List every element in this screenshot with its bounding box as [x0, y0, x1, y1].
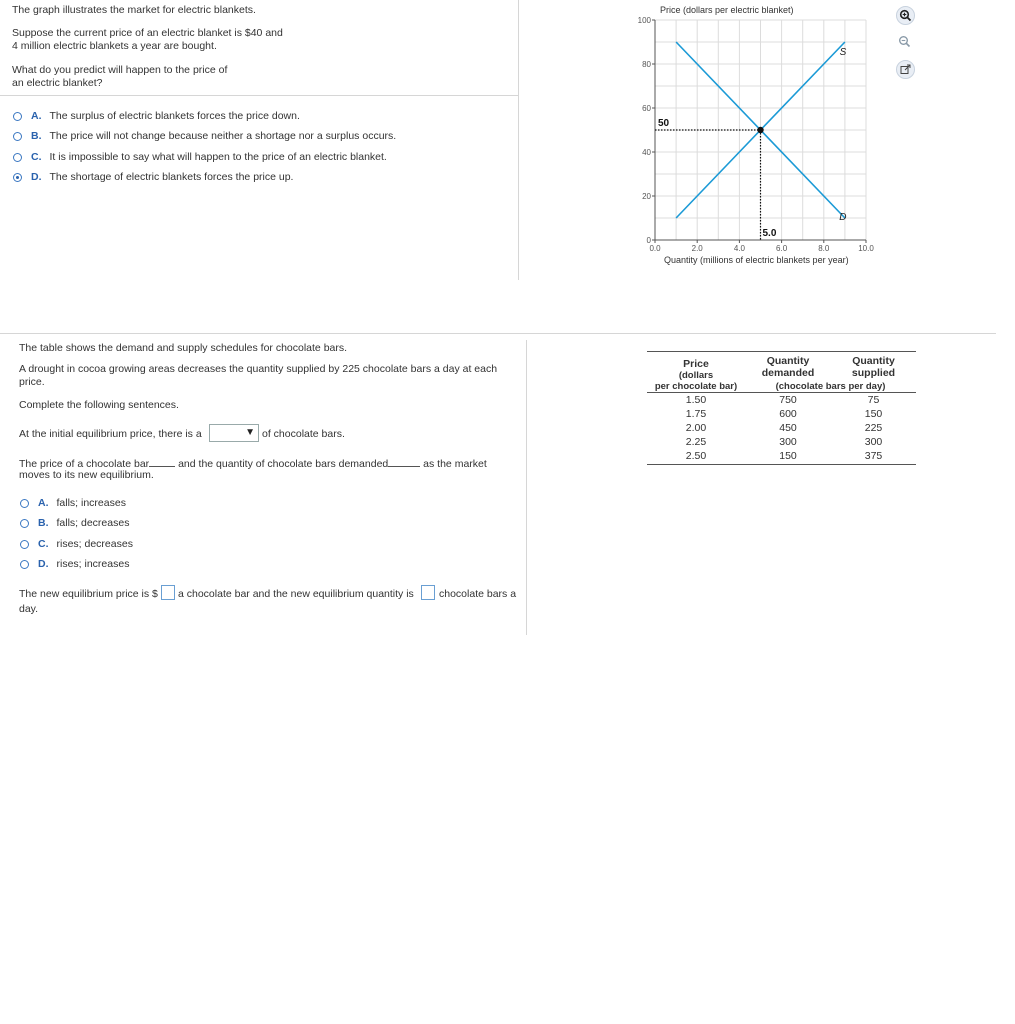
schedule-table [647, 352, 916, 463]
y-tick-label: 60 [642, 104, 651, 113]
radio-button[interactable] [13, 153, 22, 162]
q1-question-2: an electric blanket? [12, 77, 103, 89]
y-tick-label: 40 [642, 148, 651, 157]
equilibrium-point [757, 127, 763, 133]
q2-initial-after: of chocolate bars. [262, 428, 345, 440]
q1-option-separator [0, 95, 518, 96]
option-letter: A. [38, 497, 49, 509]
y-tick-label: 100 [637, 16, 651, 25]
radio-button-selected[interactable] [13, 173, 22, 182]
table-row [647, 393, 916, 407]
header-price-1: Price [683, 358, 709, 370]
cell-price: 2.25 [685, 436, 707, 448]
x-tick-label: 8.0 [818, 244, 830, 253]
sentence-part-b: and the quantity of chocolate bars demanded [178, 458, 389, 470]
series-label-d: D [839, 212, 847, 223]
radio-button[interactable] [20, 560, 29, 569]
option-letter: D. [38, 558, 49, 570]
option-text: falls; increases [56, 497, 126, 509]
cell-qd: 150 [779, 450, 797, 462]
q1-suppose-2: 4 million electric blankets a year are bought. [12, 40, 217, 52]
chart-xlabel: Quantity (millions of electric blankets per year) [664, 255, 849, 265]
chart-ylabel: Price (dollars per electric blanket) [660, 5, 794, 15]
zoom-in-icon[interactable] [896, 6, 915, 25]
table-bottom-rule [647, 464, 916, 465]
section-separator [0, 333, 996, 334]
y-tick-label: 0 [646, 236, 651, 245]
option-text: rises; decreases [56, 538, 133, 550]
header-price-2: (dollars [678, 370, 714, 381]
x-tick-label: 0.0 [649, 244, 661, 253]
cell-price: 1.50 [685, 394, 707, 406]
x-tick-label: 4.0 [733, 244, 745, 253]
table-header-row [647, 352, 916, 380]
header-qd-2: demanded [761, 367, 815, 379]
equilibrium-price-label: 50 [658, 118, 670, 129]
q2-option-b[interactable] [20, 517, 129, 529]
q2-divider [526, 340, 527, 635]
q1-divider [518, 0, 519, 280]
sentence-part-a: The price of a chocolate bar [19, 458, 150, 470]
q2-price-sentence-d: moves to its new equilibrium. [19, 469, 154, 481]
cell-qs: 225 [864, 422, 883, 434]
header-units: (chocolate bars per day) [775, 380, 886, 392]
cell-price: 2.00 [685, 422, 707, 434]
option-text: The price will not change because neither a shortage nor a surplus occurs. [49, 130, 397, 142]
header-qs-2: supplied [851, 367, 896, 379]
blank-quantity-direction [388, 456, 420, 467]
option-text: falls; decreases [56, 517, 130, 529]
cell-qs: 300 [864, 436, 883, 448]
q2-new-eq-b: a chocolate bar and the new equilibrium quantity is [178, 588, 414, 600]
popout-icon[interactable] [896, 60, 915, 79]
x-tick-label: 10.0 [858, 244, 874, 253]
option-letter: C. [38, 538, 49, 550]
q1-option-a[interactable] [13, 110, 300, 122]
q2-drought-1: A drought in cocoa growing areas decreases the quantity supplied by 225 chocolate bars a day at each [19, 363, 498, 375]
q2-drought-2: price. [19, 376, 45, 388]
zoom-out-icon[interactable] [896, 33, 913, 50]
x-tick-label: 6.0 [776, 244, 788, 253]
table-row [647, 407, 916, 421]
radio-button[interactable] [20, 499, 29, 508]
option-letter: D. [31, 171, 42, 183]
cell-qs: 75 [867, 394, 880, 406]
radio-button[interactable] [13, 112, 22, 121]
q1-intro: The graph illustrates the market for electric blankets. [12, 4, 256, 16]
q2-option-d[interactable] [20, 558, 129, 570]
q1-suppose-1: Suppose the current price of an electric blanket is $40 and [12, 27, 283, 39]
option-letter: A. [31, 110, 42, 122]
cell-qs: 375 [864, 450, 883, 462]
y-tick-label: 20 [642, 192, 651, 201]
market-chart [620, 0, 890, 272]
sentence-part-c: as the market [423, 458, 487, 470]
cell-qd: 300 [779, 436, 797, 448]
cell-qd: 750 [779, 394, 797, 406]
option-letter: C. [31, 151, 42, 163]
option-text: The surplus of electric blankets forces the price down. [49, 110, 300, 122]
q2-option-c[interactable] [20, 538, 133, 550]
option-text: rises; increases [56, 558, 130, 570]
option-text: It is impossible to say what will happen to the price of an electric blanket. [49, 151, 387, 163]
q1-option-b[interactable] [13, 130, 396, 142]
cell-price: 2.50 [685, 450, 707, 462]
table-row [647, 449, 916, 463]
header-price [647, 352, 745, 392]
option-letter: B. [31, 130, 42, 142]
q2-new-eq-a: The new equilibrium price is $ [19, 588, 158, 600]
q1-question-1: What do you predict will happen to the price of [12, 64, 228, 76]
radio-button[interactable] [20, 519, 29, 528]
q2-option-a[interactable] [20, 497, 126, 509]
option-text: The shortage of electric blankets forces the price up. [49, 171, 294, 183]
header-qs [831, 352, 916, 380]
new-quantity-input[interactable] [421, 585, 435, 600]
series-label-s: S [839, 47, 847, 58]
radio-button[interactable] [13, 132, 22, 141]
cell-price: 1.75 [685, 408, 707, 420]
schedule-table-container [647, 351, 916, 465]
x-tick-label: 2.0 [691, 244, 703, 253]
q2-intro: The table shows the demand and supply schedules for chocolate bars. [19, 342, 348, 354]
header-qd [745, 352, 831, 380]
q2-complete: Complete the following sentences. [19, 399, 179, 411]
table-row [647, 421, 916, 435]
dropdown-arrow-icon: ▼ [245, 427, 255, 438]
cell-qd: 600 [779, 408, 797, 420]
option-letter: B. [38, 517, 49, 529]
cell-qd: 450 [779, 422, 797, 434]
q2-new-eq-d: day. [19, 603, 39, 615]
header-qd-1: Quantity [766, 355, 810, 367]
q2-initial-before: At the initial equilibrium price, there is a [19, 428, 202, 440]
blank-price-direction [149, 456, 175, 467]
y-tick-label: 80 [642, 60, 651, 69]
header-price-3: per chocolate bar) [654, 381, 738, 392]
q1-option-d[interactable] [13, 171, 293, 183]
radio-button[interactable] [20, 540, 29, 549]
cell-qs: 150 [864, 408, 883, 420]
equilibrium-quantity-label: 5.0 [762, 228, 777, 239]
q2-new-eq-c: chocolate bars a [439, 588, 517, 600]
q1-option-c[interactable] [13, 151, 387, 163]
shortage-surplus-dropdown[interactable] [209, 424, 259, 442]
header-qs-1: Quantity [852, 355, 895, 367]
new-price-input[interactable] [161, 585, 175, 600]
table-row [647, 435, 916, 449]
